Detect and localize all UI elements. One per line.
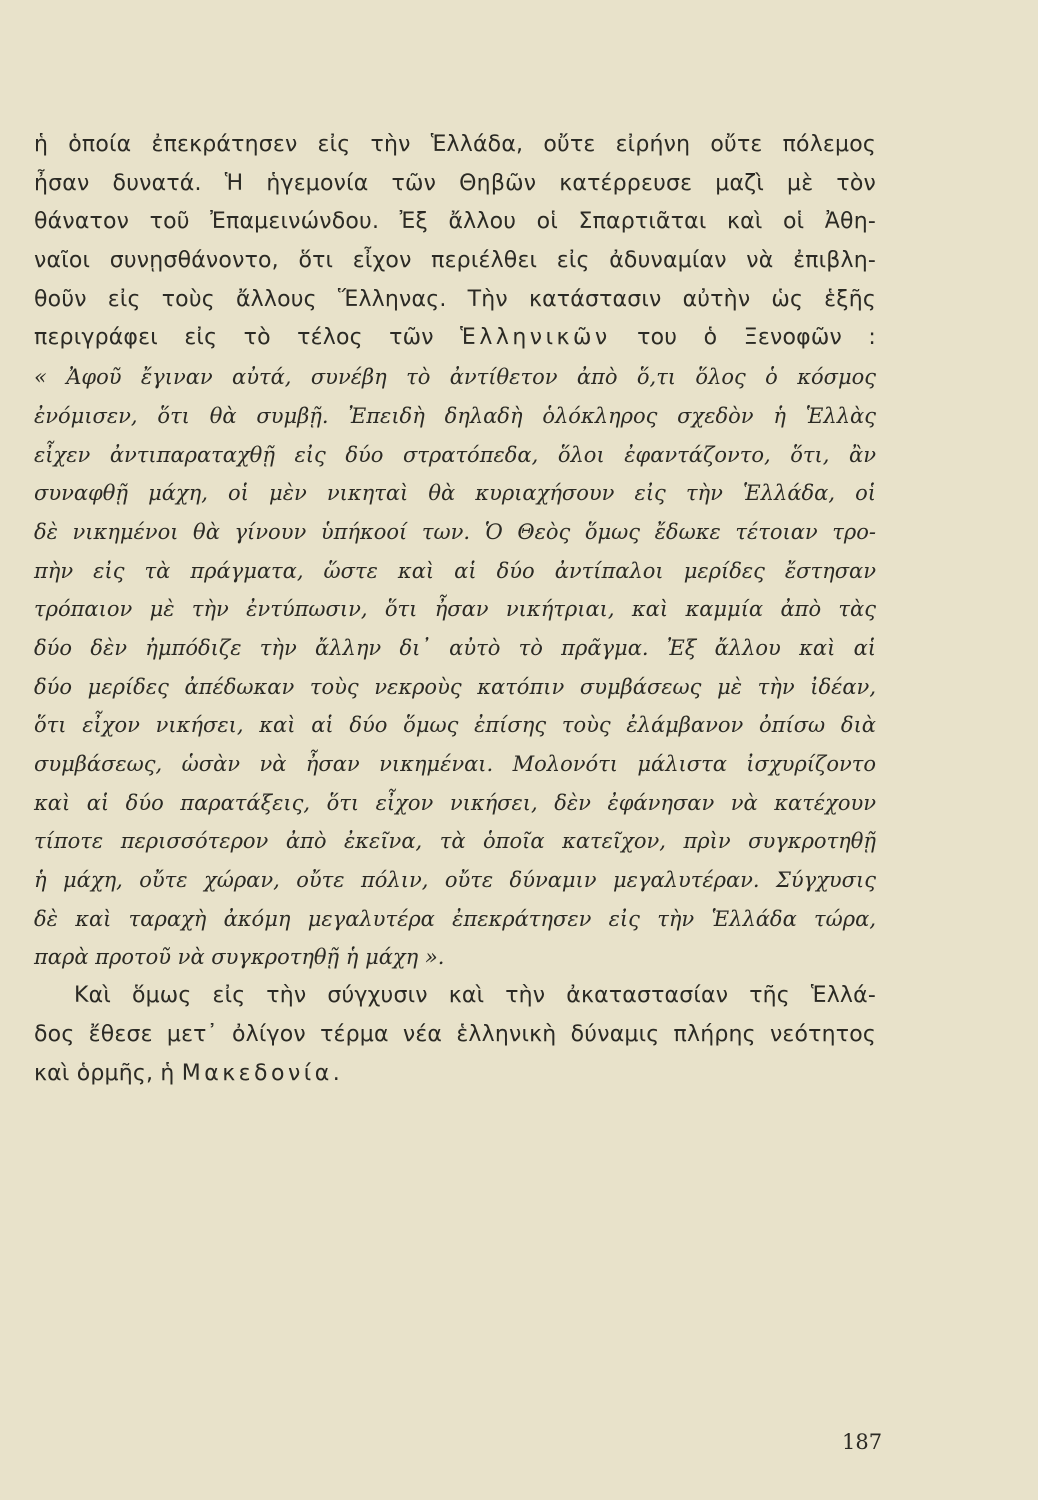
quote-line: « Ἀφοῦ ἔγιναν αὐτά, συνέβη τὸ ἀντίθετον ἀπὸ ὅ,τι ὅλος ὁ κόσμος <box>34 365 876 390</box>
quote-line: δὲ καὶ ταραχὴ ἀκόμη μεγαλυτέρα ἐπεκράτησεν εἰς τὴν Ἑλλάδα τώρα, <box>34 906 876 931</box>
spaced-word-hellenika: Ἑλληνικῶν <box>460 325 611 351</box>
quote-line: παρὰ προτοῦ νὰ συγκροτηθῇ ἡ μάχη ». <box>34 945 445 970</box>
page-number: 187 <box>842 1430 883 1454</box>
text-line: ἦσαν δυνατά. Ἡ ἡγεμονία τῶν Θηβῶν κατέρρευσε μαζὶ μὲ τὸν <box>34 170 876 196</box>
line-suffix: του ὁ Ξενοφῶν : <box>610 325 876 351</box>
text-line: θάνατον τοῦ Ἐπαμεινώνδου. Ἐξ ἄλλου οἱ Σπαρτιᾶται καὶ οἱ Ἀθη- <box>34 209 876 235</box>
quote-line: ἐνόμισεν, ὅτι θὰ συμβῇ. Ἐπειδὴ δηλαδὴ ὁλόκληρος σχεδὸν ἡ Ἑλλὰς <box>34 403 876 428</box>
line-suffix: . <box>332 1060 340 1086</box>
quote-line: τρόπαιον μὲ τὴν ἐντύπωσιν, ὅτι ἦσαν νικήτριαι, καὶ καμμία ἀπὸ τὰς <box>34 597 876 622</box>
quote-line: καὶ αἱ δύο παρατάξεις, ὅτι εἶχον νικήσει, δὲν ἐφάνησαν νὰ κατέχουν <box>34 790 876 815</box>
line-prefix: καὶ ὁρμῆς, ἡ <box>34 1060 182 1086</box>
quote-line: δύο δὲν ἠμπόδιζε τὴν ἄλλην δι᾿ αὐτὸ τὸ πρᾶγμα. Ἐξ ἄλλου καὶ αἱ <box>34 635 876 660</box>
text-line: θοῦν εἰς τοὺς ἄλλους Ἕλληνας. Τὴν κατάστασιν αὐτὴν ὡς ἑξῆς <box>34 286 876 312</box>
line-prefix: περιγράφει εἰς τὸ τέλος τῶν <box>34 325 461 351</box>
body-text <box>34 126 876 1093</box>
quote-line: δύο μερίδες ἀπέδωκαν τοὺς νεκροὺς κατόπιν συμβάσεως μὲ τὴν ἰδέαν, <box>34 674 876 699</box>
text-line-xenophon <box>34 319 876 358</box>
quote-line: ὅτι εἶχον νικήσει, καὶ αἱ δύο ὅμως ἐπίσης τοὺς ἐλάμβανον ὀπίσω διὰ <box>34 713 876 738</box>
text-line: ἡ ὁποία ἐπεκράτησεν εἰς τὴν Ἑλλάδα, οὔτε εἰρήνη οὔτε πόλεμος <box>34 132 876 157</box>
text-line: δος ἔθεσε μετ᾿ ὀλίγον τέρμα νέα ἑλληνικὴ δύναμις πλήρης νεότητος <box>34 1021 876 1047</box>
quote-line: εἶχεν ἀντιπαραταχθῇ εἰς δύο στρατόπεδα, ὅλοι ἐφαντάζοντο, ὅτι, ἂν <box>34 442 876 467</box>
quote-line: πὴν εἰς τὰ πράγματα, ὥστε καὶ αἱ δύο ἀντίπαλοι μερίδες ἔστησαν <box>34 558 876 583</box>
spaced-word-macedonia: Μακεδονία <box>181 1060 333 1086</box>
quote-line: τίποτε περισσότερον ἀπὸ ἐκεῖνα, τὰ ὁποῖα κατεῖχον, πρὶν συγκροτηθῇ <box>34 829 876 854</box>
quote-line: δὲ νικημένοι θὰ γίνουν ὑπήκοοί των. Ὁ Θεὸς ὅμως ἔδωκε τέτοιαν τρο- <box>34 519 876 544</box>
quote-line: ἡ μάχη, οὔτε χώραν, οὔτε πόλιν, οὔτε δύναμιν μεγαλυτέραν. Σύγχυσις <box>34 868 876 893</box>
text-line: Καὶ ὅμως εἰς τὴν σύγχυσιν καὶ τὴν ἀκαταστασίαν τῆς Ἑλλά- <box>74 983 876 1009</box>
quote-line: συναφθῇ μάχη, οἱ μὲν νικηταὶ θὰ κυριαχήσουν εἰς τὴν Ἑλλάδα, οἱ <box>34 481 876 506</box>
text-line: ναῖοι συνῃσθάνοντο, ὅτι εἶχον περιέλθει εἰς ἀδυναμίαν νὰ ἐπιβλη- <box>34 248 876 274</box>
quote-line: συμβάσεως, ὡσὰν νὰ ἦσαν νικημέναι. Μολονότι μάλιστα ἰσχυρίζοντο <box>34 752 876 776</box>
text-line-macedonia <box>34 1055 876 1094</box>
